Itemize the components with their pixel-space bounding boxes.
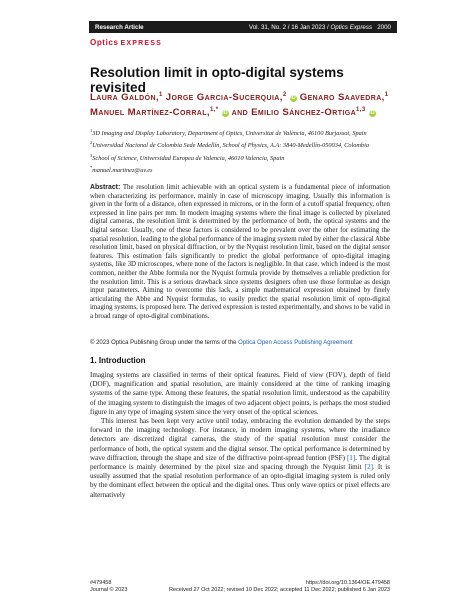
orcid-icon[interactable]: iD: [222, 110, 228, 117]
paper-title: Resolution limit in opto-digital systems revisited: [90, 65, 344, 95]
paragraph-1: Imaging systems are classified in terms of their optical features. Field of view (FOV), depth of field (DOF), magnification and spatial resolution, are mainly considered at the time of ranking imaging systems of the same type. Among these features, the spatial resolution limit, understood as the capability of the imaging system to distinguish the images of two adjacent object points, is perhaps the most studied figure in any type of imaging system since the very onset of the optical sciences.: [90, 371, 390, 416]
page-footer: [90, 580, 390, 595]
journal-header-bar: [89, 21, 397, 33]
citation-2[interactable]: [2]: [364, 463, 373, 472]
journal-reference: [249, 24, 391, 31]
section-heading: 1. Introduction: [90, 356, 146, 365]
affiliation-1: [90, 127, 390, 138]
affiliation-1-mark: 1: [90, 128, 93, 133]
author-3: Genaro Saavedra,: [299, 92, 385, 104]
paragraph-2-part-a: This interest has been kept very active until today, embracing the evolution demanded by the steps forward in the imaging technology. For instance, in modern imaging systems, where the irradiance detectors are discretized digital cameras, the study of the spatial resolution must consider the performance of both, the optical system and the digital sensor. The optical performance is determined by wave diffraction, through the shape and size of the diffractive point-spread funtion (PSF): [90, 417, 390, 462]
logo-express: EXPRESS: [120, 40, 162, 47]
orcid-icon[interactable]: iD: [369, 110, 376, 117]
affiliation-2-text: Universidad Nacional de Colombia Sede Medellín, School of Physics, A.A: 3840-Medellín-050034, Colombia: [92, 142, 369, 150]
article-type: Research Article: [95, 23, 144, 31]
footer-row-1: [90, 580, 390, 587]
body-text: [90, 371, 390, 500]
paragraph-2-part-b: . The digital performance is mainly determined by the pixel size and spacing through the Nyquist limit: [90, 453, 390, 472]
copyright-notice: [90, 340, 390, 346]
license-link[interactable]: Optica Open Access Publishing Agreement: [238, 340, 353, 346]
abstract-label: Abstract:: [90, 184, 121, 191]
author-1-affil: 1: [158, 92, 163, 98]
author-5: Emilio Sánchez-Ortiga: [251, 107, 357, 119]
affiliations: [90, 127, 390, 176]
citation-1[interactable]: [1]: [346, 453, 356, 462]
affiliation-3-text: School of Science, Universidad Europea de Valencia, 46010 Valencia, Spain: [92, 154, 285, 162]
paragraph-2-part-c: . It is usually assumed that the spatial resolution performance of an opto-digital imaging system is ruled only by the dominant effect between the optical and the digital ones. Thus only wave optics or pixel effects are alternatively: [90, 463, 391, 499]
author-2-affil: 2: [282, 92, 287, 98]
publication-history: Received 27 Oct 2022; revised 10 Dec 2022; accepted 11 Dec 2022; published 6 Jan 2023: [169, 587, 390, 594]
email-text[interactable]: manuel.martinez@uv.es: [92, 166, 153, 174]
journal-copyright: Journal © 2023: [90, 587, 128, 594]
journal-name: Optics Express: [330, 23, 373, 31]
abstract-text: The resolution limit achievable with an optical system is a fundamental piece of information when characterizing its performance, mainly in case of microscopy imaging. Usually this information is given in the form of a distance, often expressed in microns, or in the form of a cutoff spatial frequency, often expressed in line pairs per mm. In modern imaging systems where the final image is collected by pixelated digital cameras, the resolution limit is determined by the performance of both, the optical systems and the digital sensor. Usually, one of these factors is considered to be prevalent over the other for estimating the spatial resolution, leading to the global performance of the imaging system ruled by either the classical Abbe resolution limit, based on physical diffraction, or by the Nyquist resolution limit, based on the digital sensor features. This estimation fails significantly to predict the global performance of opto-digital imaging systems, like 3D microscopes, where none of the factors is negligible. In that case, which indeed is the most common, neither the Abbe formula nor the Nyquist formula provide by themselves a reliable prediction for the resolution limit. This is a serious drawback since systems designers often use those formulae as design input parameters. Aiming to overcome this lack, a simple mathematical expression obtained by finely articulating the Abbe and Nyquist formulas, to easily predict the spatial resolution limit of opto-digital imaging systems, is proposed here. The derived expression is tested experimentally, and shows to be valid in a broad range of opto-digital combinations.: [90, 184, 390, 320]
corresponding-email[interactable]: [90, 164, 390, 175]
author-conjunction: and: [231, 107, 249, 119]
author-list: [90, 89, 390, 119]
author-2: Jorge Garcia-Sucerquia,: [165, 92, 283, 104]
logo-optics: Optics: [90, 38, 119, 47]
affiliation-2-mark: 2: [90, 140, 93, 146]
author-4: Manuel Martínez-Corral,: [90, 107, 210, 119]
affiliation-3-mark: 3: [90, 152, 93, 158]
affiliation-3: [90, 152, 390, 163]
author-4-affil: 1,*: [209, 107, 219, 114]
paragraph-2: [90, 417, 390, 500]
article-id: #479458: [90, 580, 112, 586]
email-mark: *: [90, 164, 93, 170]
affiliation-1-text: 3D Imaging and Display Laboratory, Department of Optics, Universitat de València, 46100 Burjassot, Spain: [92, 130, 367, 138]
affiliation-2: [90, 139, 390, 150]
doi-link[interactable]: https://doi.org/10.1364/OE.479458: [305, 580, 390, 586]
journal-logo: [90, 38, 162, 47]
footer-row-2: [90, 587, 390, 594]
page-number: 2000: [377, 23, 391, 31]
abstract: [90, 184, 390, 322]
author-1: Laura Galdón,: [90, 92, 159, 104]
orcid-icon[interactable]: iD: [290, 95, 297, 102]
journal-volume: Vol. 31, No. 2 / 16 Jan 2023 /: [248, 23, 331, 31]
author-5-affil: 1,3: [356, 107, 366, 114]
copyright-text: © 2023 Optica Publishing Group under the terms of the: [90, 340, 239, 346]
author-3-affil: 1: [384, 92, 389, 98]
